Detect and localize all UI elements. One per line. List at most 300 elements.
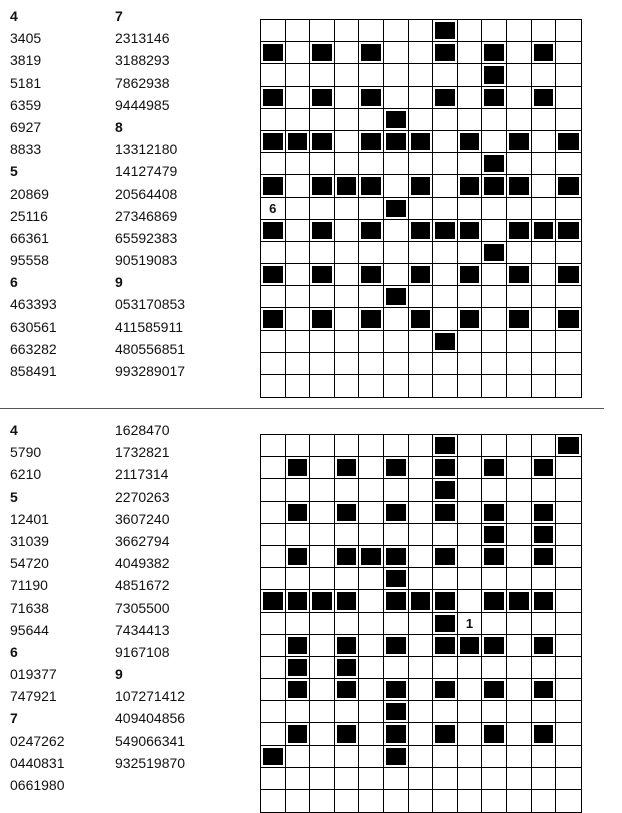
grid-cell[interactable] [261,64,286,86]
grid-cell[interactable] [409,331,434,353]
grid-cell[interactable] [482,131,507,153]
grid-cell[interactable] [409,435,434,457]
grid-cell[interactable] [286,790,311,812]
grid-cell[interactable] [507,353,532,375]
grid-cell[interactable] [261,679,286,701]
grid-cell[interactable] [261,546,286,568]
grid-cell[interactable] [556,153,581,175]
grid-cell[interactable] [310,546,335,568]
grid-cell[interactable] [433,701,458,723]
grid-cell[interactable] [359,768,384,790]
grid-cell[interactable] [261,353,286,375]
grid-cell[interactable] [507,701,532,723]
grid-cell[interactable] [532,657,557,679]
grid-cell[interactable] [409,613,434,635]
grid-cell[interactable] [458,679,483,701]
grid-cell[interactable] [359,198,384,220]
grid-cell[interactable] [335,20,360,42]
grid-cell[interactable] [556,331,581,353]
grid-cell[interactable] [359,353,384,375]
grid-cell[interactable] [507,435,532,457]
grid-cell[interactable] [261,242,286,264]
grid-cell[interactable] [532,353,557,375]
grid-cell[interactable] [433,198,458,220]
grid-cell[interactable] [286,746,311,768]
grid-cell[interactable] [359,524,384,546]
grid-cell[interactable] [335,353,360,375]
grid-cell[interactable] [335,153,360,175]
grid-cell[interactable] [409,353,434,375]
grid-cell[interactable] [359,375,384,397]
grid-cell[interactable] [310,331,335,353]
grid-cell[interactable] [310,701,335,723]
grid-cell[interactable] [556,746,581,768]
grid-cell[interactable] [261,790,286,812]
grid-cell[interactable] [532,331,557,353]
grid-cell[interactable] [458,546,483,568]
grid-cell[interactable] [335,613,360,635]
grid-cell[interactable] [458,375,483,397]
grid-cell[interactable] [433,264,458,286]
grid-cell[interactable] [458,502,483,524]
grid-cell[interactable] [359,701,384,723]
grid-cell[interactable] [261,657,286,679]
grid-cell[interactable] [409,524,434,546]
grid-cell[interactable] [433,568,458,590]
grid-cell[interactable] [556,657,581,679]
grid-cell[interactable] [556,613,581,635]
grid-cell[interactable] [532,568,557,590]
grid-cell[interactable] [335,479,360,501]
grid-cell[interactable] [507,286,532,308]
grid-cell[interactable] [261,435,286,457]
grid-cell[interactable] [532,701,557,723]
grid-cell[interactable] [458,657,483,679]
grid-cell[interactable] [286,375,311,397]
grid-cell[interactable] [532,131,557,153]
grid-cell[interactable] [286,264,311,286]
grid-cell[interactable] [556,457,581,479]
grid-cell[interactable] [261,457,286,479]
puzzle1-grid[interactable] [260,19,582,398]
grid-cell[interactable] [335,375,360,397]
grid-cell[interactable] [556,502,581,524]
grid-cell[interactable] [482,479,507,501]
grid-cell[interactable] [458,768,483,790]
grid-cell[interactable] [409,64,434,86]
grid-cell[interactable] [482,790,507,812]
grid-cell[interactable] [286,479,311,501]
grid-cell[interactable] [433,175,458,197]
grid-cell[interactable] [482,109,507,131]
grid-cell[interactable] [409,198,434,220]
grid-cell[interactable] [458,568,483,590]
grid-cell[interactable] [433,353,458,375]
grid-cell[interactable] [384,87,409,109]
grid-cell[interactable] [335,87,360,109]
grid-cell[interactable] [507,42,532,64]
grid-cell[interactable] [384,175,409,197]
grid-cell[interactable] [556,242,581,264]
grid-cell[interactable] [310,64,335,86]
grid-cell[interactable] [286,20,311,42]
given-digit-cell[interactable]: 6 [261,198,286,220]
grid-cell[interactable] [310,790,335,812]
grid-cell[interactable] [335,568,360,590]
grid-cell[interactable] [532,20,557,42]
grid-cell[interactable] [409,479,434,501]
grid-cell[interactable] [482,331,507,353]
grid-cell[interactable] [286,286,311,308]
grid-cell[interactable] [507,457,532,479]
grid-cell[interactable] [556,286,581,308]
grid-cell[interactable] [384,524,409,546]
grid-cell[interactable] [384,790,409,812]
grid-cell[interactable] [261,109,286,131]
grid-cell[interactable] [507,723,532,745]
grid-cell[interactable] [507,375,532,397]
grid-cell[interactable] [335,331,360,353]
grid-cell[interactable] [532,242,557,264]
grid-cell[interactable] [458,723,483,745]
grid-cell[interactable] [532,153,557,175]
grid-cell[interactable] [409,635,434,657]
grid-cell[interactable] [310,657,335,679]
grid-cell[interactable] [532,375,557,397]
grid-cell[interactable] [335,701,360,723]
grid-cell[interactable] [384,331,409,353]
grid-cell[interactable] [482,613,507,635]
grid-cell[interactable] [458,42,483,64]
grid-cell[interactable] [335,64,360,86]
grid-cell[interactable] [409,20,434,42]
grid-cell[interactable] [556,568,581,590]
grid-cell[interactable] [335,264,360,286]
grid-cell[interactable] [359,635,384,657]
grid-cell[interactable] [458,457,483,479]
grid-cell[interactable] [482,353,507,375]
grid-cell[interactable] [310,768,335,790]
grid-cell[interactable] [310,109,335,131]
grid-cell[interactable] [556,20,581,42]
grid-cell[interactable] [409,657,434,679]
grid-cell[interactable] [433,657,458,679]
grid-cell[interactable] [359,723,384,745]
grid-cell[interactable] [384,613,409,635]
grid-cell[interactable] [556,701,581,723]
grid-cell[interactable] [335,109,360,131]
grid-cell[interactable] [261,568,286,590]
grid-cell[interactable] [286,175,311,197]
grid-cell[interactable] [507,568,532,590]
grid-cell[interactable] [458,790,483,812]
grid-cell[interactable] [310,613,335,635]
grid-cell[interactable] [286,42,311,64]
grid-cell[interactable] [384,42,409,64]
grid-cell[interactable] [384,153,409,175]
grid-cell[interactable] [458,524,483,546]
grid-cell[interactable] [482,435,507,457]
grid-cell[interactable] [556,353,581,375]
grid-cell[interactable] [458,331,483,353]
grid-cell[interactable] [433,375,458,397]
grid-cell[interactable] [409,242,434,264]
grid-cell[interactable] [359,568,384,590]
grid-cell[interactable] [532,308,557,330]
grid-cell[interactable] [482,701,507,723]
grid-cell[interactable] [359,242,384,264]
grid-cell[interactable] [532,746,557,768]
grid-cell[interactable] [409,42,434,64]
grid-cell[interactable] [310,353,335,375]
grid-cell[interactable] [310,568,335,590]
grid-cell[interactable] [409,87,434,109]
grid-cell[interactable] [458,479,483,501]
grid-cell[interactable] [286,524,311,546]
grid-cell[interactable] [384,768,409,790]
grid-cell[interactable] [286,701,311,723]
grid-cell[interactable] [433,109,458,131]
grid-cell[interactable] [335,220,360,242]
grid-cell[interactable] [384,220,409,242]
grid-cell[interactable] [556,479,581,501]
grid-cell[interactable] [286,435,311,457]
grid-cell[interactable] [409,286,434,308]
grid-cell[interactable] [310,524,335,546]
grid-cell[interactable] [310,286,335,308]
grid-cell[interactable] [359,613,384,635]
grid-cell[interactable] [261,479,286,501]
grid-cell[interactable] [507,768,532,790]
grid-cell[interactable] [409,679,434,701]
grid-cell[interactable] [409,502,434,524]
grid-cell[interactable] [359,20,384,42]
grid-cell[interactable] [384,353,409,375]
grid-cell[interactable] [261,20,286,42]
grid-cell[interactable] [409,701,434,723]
grid-cell[interactable] [261,375,286,397]
grid-cell[interactable] [458,87,483,109]
grid-cell[interactable] [286,198,311,220]
grid-cell[interactable] [482,198,507,220]
grid-cell[interactable] [507,613,532,635]
grid-cell[interactable] [384,308,409,330]
grid-cell[interactable] [261,331,286,353]
grid-cell[interactable] [556,635,581,657]
grid-cell[interactable] [507,64,532,86]
grid-cell[interactable] [458,64,483,86]
grid-cell[interactable] [458,353,483,375]
grid-cell[interactable] [507,635,532,657]
grid-cell[interactable] [409,457,434,479]
grid-cell[interactable] [532,264,557,286]
grid-cell[interactable] [359,457,384,479]
grid-cell[interactable] [507,524,532,546]
grid-cell[interactable] [433,524,458,546]
grid-cell[interactable] [507,20,532,42]
grid-cell[interactable] [458,20,483,42]
grid-cell[interactable] [409,790,434,812]
grid-cell[interactable] [507,657,532,679]
grid-cell[interactable] [409,746,434,768]
grid-cell[interactable] [433,153,458,175]
grid-cell[interactable] [359,153,384,175]
grid-cell[interactable] [286,768,311,790]
grid-cell[interactable] [359,479,384,501]
grid-cell[interactable] [482,746,507,768]
grid-cell[interactable] [310,502,335,524]
grid-cell[interactable] [409,546,434,568]
grid-cell[interactable] [433,768,458,790]
grid-cell[interactable] [310,635,335,657]
grid-cell[interactable] [261,524,286,546]
grid-cell[interactable] [286,331,311,353]
grid-cell[interactable] [556,109,581,131]
grid-cell[interactable] [359,109,384,131]
grid-cell[interactable] [384,479,409,501]
grid-cell[interactable] [359,331,384,353]
grid-cell[interactable] [384,435,409,457]
grid-cell[interactable] [482,375,507,397]
grid-cell[interactable] [261,613,286,635]
grid-cell[interactable] [286,109,311,131]
grid-cell[interactable] [359,435,384,457]
grid-cell[interactable] [286,613,311,635]
grid-cell[interactable] [409,768,434,790]
grid-cell[interactable] [556,42,581,64]
grid-cell[interactable] [482,768,507,790]
grid-cell[interactable] [310,198,335,220]
grid-cell[interactable] [507,546,532,568]
grid-cell[interactable] [532,286,557,308]
grid-cell[interactable] [507,679,532,701]
grid-cell[interactable] [532,613,557,635]
grid-cell[interactable] [384,657,409,679]
grid-cell[interactable] [261,701,286,723]
grid-cell[interactable] [335,198,360,220]
grid-cell[interactable] [310,153,335,175]
grid-cell[interactable] [458,153,483,175]
grid-cell[interactable] [286,242,311,264]
grid-cell[interactable] [458,198,483,220]
grid-cell[interactable] [458,590,483,612]
grid-cell[interactable] [384,242,409,264]
grid-cell[interactable] [359,502,384,524]
grid-cell[interactable] [482,264,507,286]
grid-cell[interactable] [482,286,507,308]
grid-cell[interactable] [310,723,335,745]
grid-cell[interactable] [335,790,360,812]
grid-cell[interactable] [433,308,458,330]
grid-cell[interactable] [359,790,384,812]
grid-cell[interactable] [482,20,507,42]
grid-cell[interactable] [433,746,458,768]
grid-cell[interactable] [335,435,360,457]
grid-cell[interactable] [261,635,286,657]
grid-cell[interactable] [433,242,458,264]
grid-cell[interactable] [310,457,335,479]
grid-cell[interactable] [286,568,311,590]
grid-cell[interactable] [556,790,581,812]
grid-cell[interactable] [384,64,409,86]
grid-cell[interactable] [359,679,384,701]
grid-cell[interactable] [507,87,532,109]
grid-cell[interactable] [482,568,507,590]
grid-cell[interactable] [310,479,335,501]
grid-cell[interactable] [556,679,581,701]
grid-cell[interactable] [409,109,434,131]
grid-cell[interactable] [261,286,286,308]
grid-cell[interactable] [359,746,384,768]
grid-cell[interactable] [384,264,409,286]
grid-cell[interactable] [310,746,335,768]
grid-cell[interactable] [556,768,581,790]
grid-cell[interactable] [556,546,581,568]
given-digit-cell[interactable]: 1 [458,613,483,635]
grid-cell[interactable] [458,286,483,308]
grid-cell[interactable] [335,746,360,768]
grid-cell[interactable] [335,308,360,330]
grid-cell[interactable] [507,242,532,264]
grid-cell[interactable] [482,220,507,242]
grid-cell[interactable] [335,242,360,264]
grid-cell[interactable] [384,20,409,42]
grid-cell[interactable] [310,375,335,397]
grid-cell[interactable] [556,723,581,745]
grid-cell[interactable] [532,768,557,790]
grid-cell[interactable] [532,109,557,131]
grid-cell[interactable] [286,87,311,109]
grid-cell[interactable] [458,746,483,768]
grid-cell[interactable] [335,768,360,790]
grid-cell[interactable] [335,286,360,308]
puzzle2-grid[interactable] [260,434,582,813]
grid-cell[interactable] [556,590,581,612]
grid-cell[interactable] [507,790,532,812]
grid-cell[interactable] [310,435,335,457]
grid-cell[interactable] [507,109,532,131]
grid-cell[interactable] [335,42,360,64]
grid-cell[interactable] [310,20,335,42]
grid-cell[interactable] [556,64,581,86]
grid-cell[interactable] [458,435,483,457]
grid-cell[interactable] [261,502,286,524]
grid-cell[interactable] [507,479,532,501]
grid-cell[interactable] [384,375,409,397]
grid-cell[interactable] [532,435,557,457]
grid-cell[interactable] [286,64,311,86]
grid-cell[interactable] [359,286,384,308]
grid-cell[interactable] [556,524,581,546]
grid-cell[interactable] [359,657,384,679]
grid-cell[interactable] [532,64,557,86]
grid-cell[interactable] [286,220,311,242]
grid-cell[interactable] [556,87,581,109]
grid-cell[interactable] [261,153,286,175]
grid-cell[interactable] [532,479,557,501]
grid-cell[interactable] [482,657,507,679]
grid-cell[interactable] [261,723,286,745]
grid-cell[interactable] [310,679,335,701]
grid-cell[interactable] [507,746,532,768]
grid-cell[interactable] [532,175,557,197]
grid-cell[interactable] [556,375,581,397]
grid-cell[interactable] [458,242,483,264]
grid-cell[interactable] [458,109,483,131]
grid-cell[interactable] [507,198,532,220]
grid-cell[interactable] [409,153,434,175]
grid-cell[interactable] [359,64,384,86]
